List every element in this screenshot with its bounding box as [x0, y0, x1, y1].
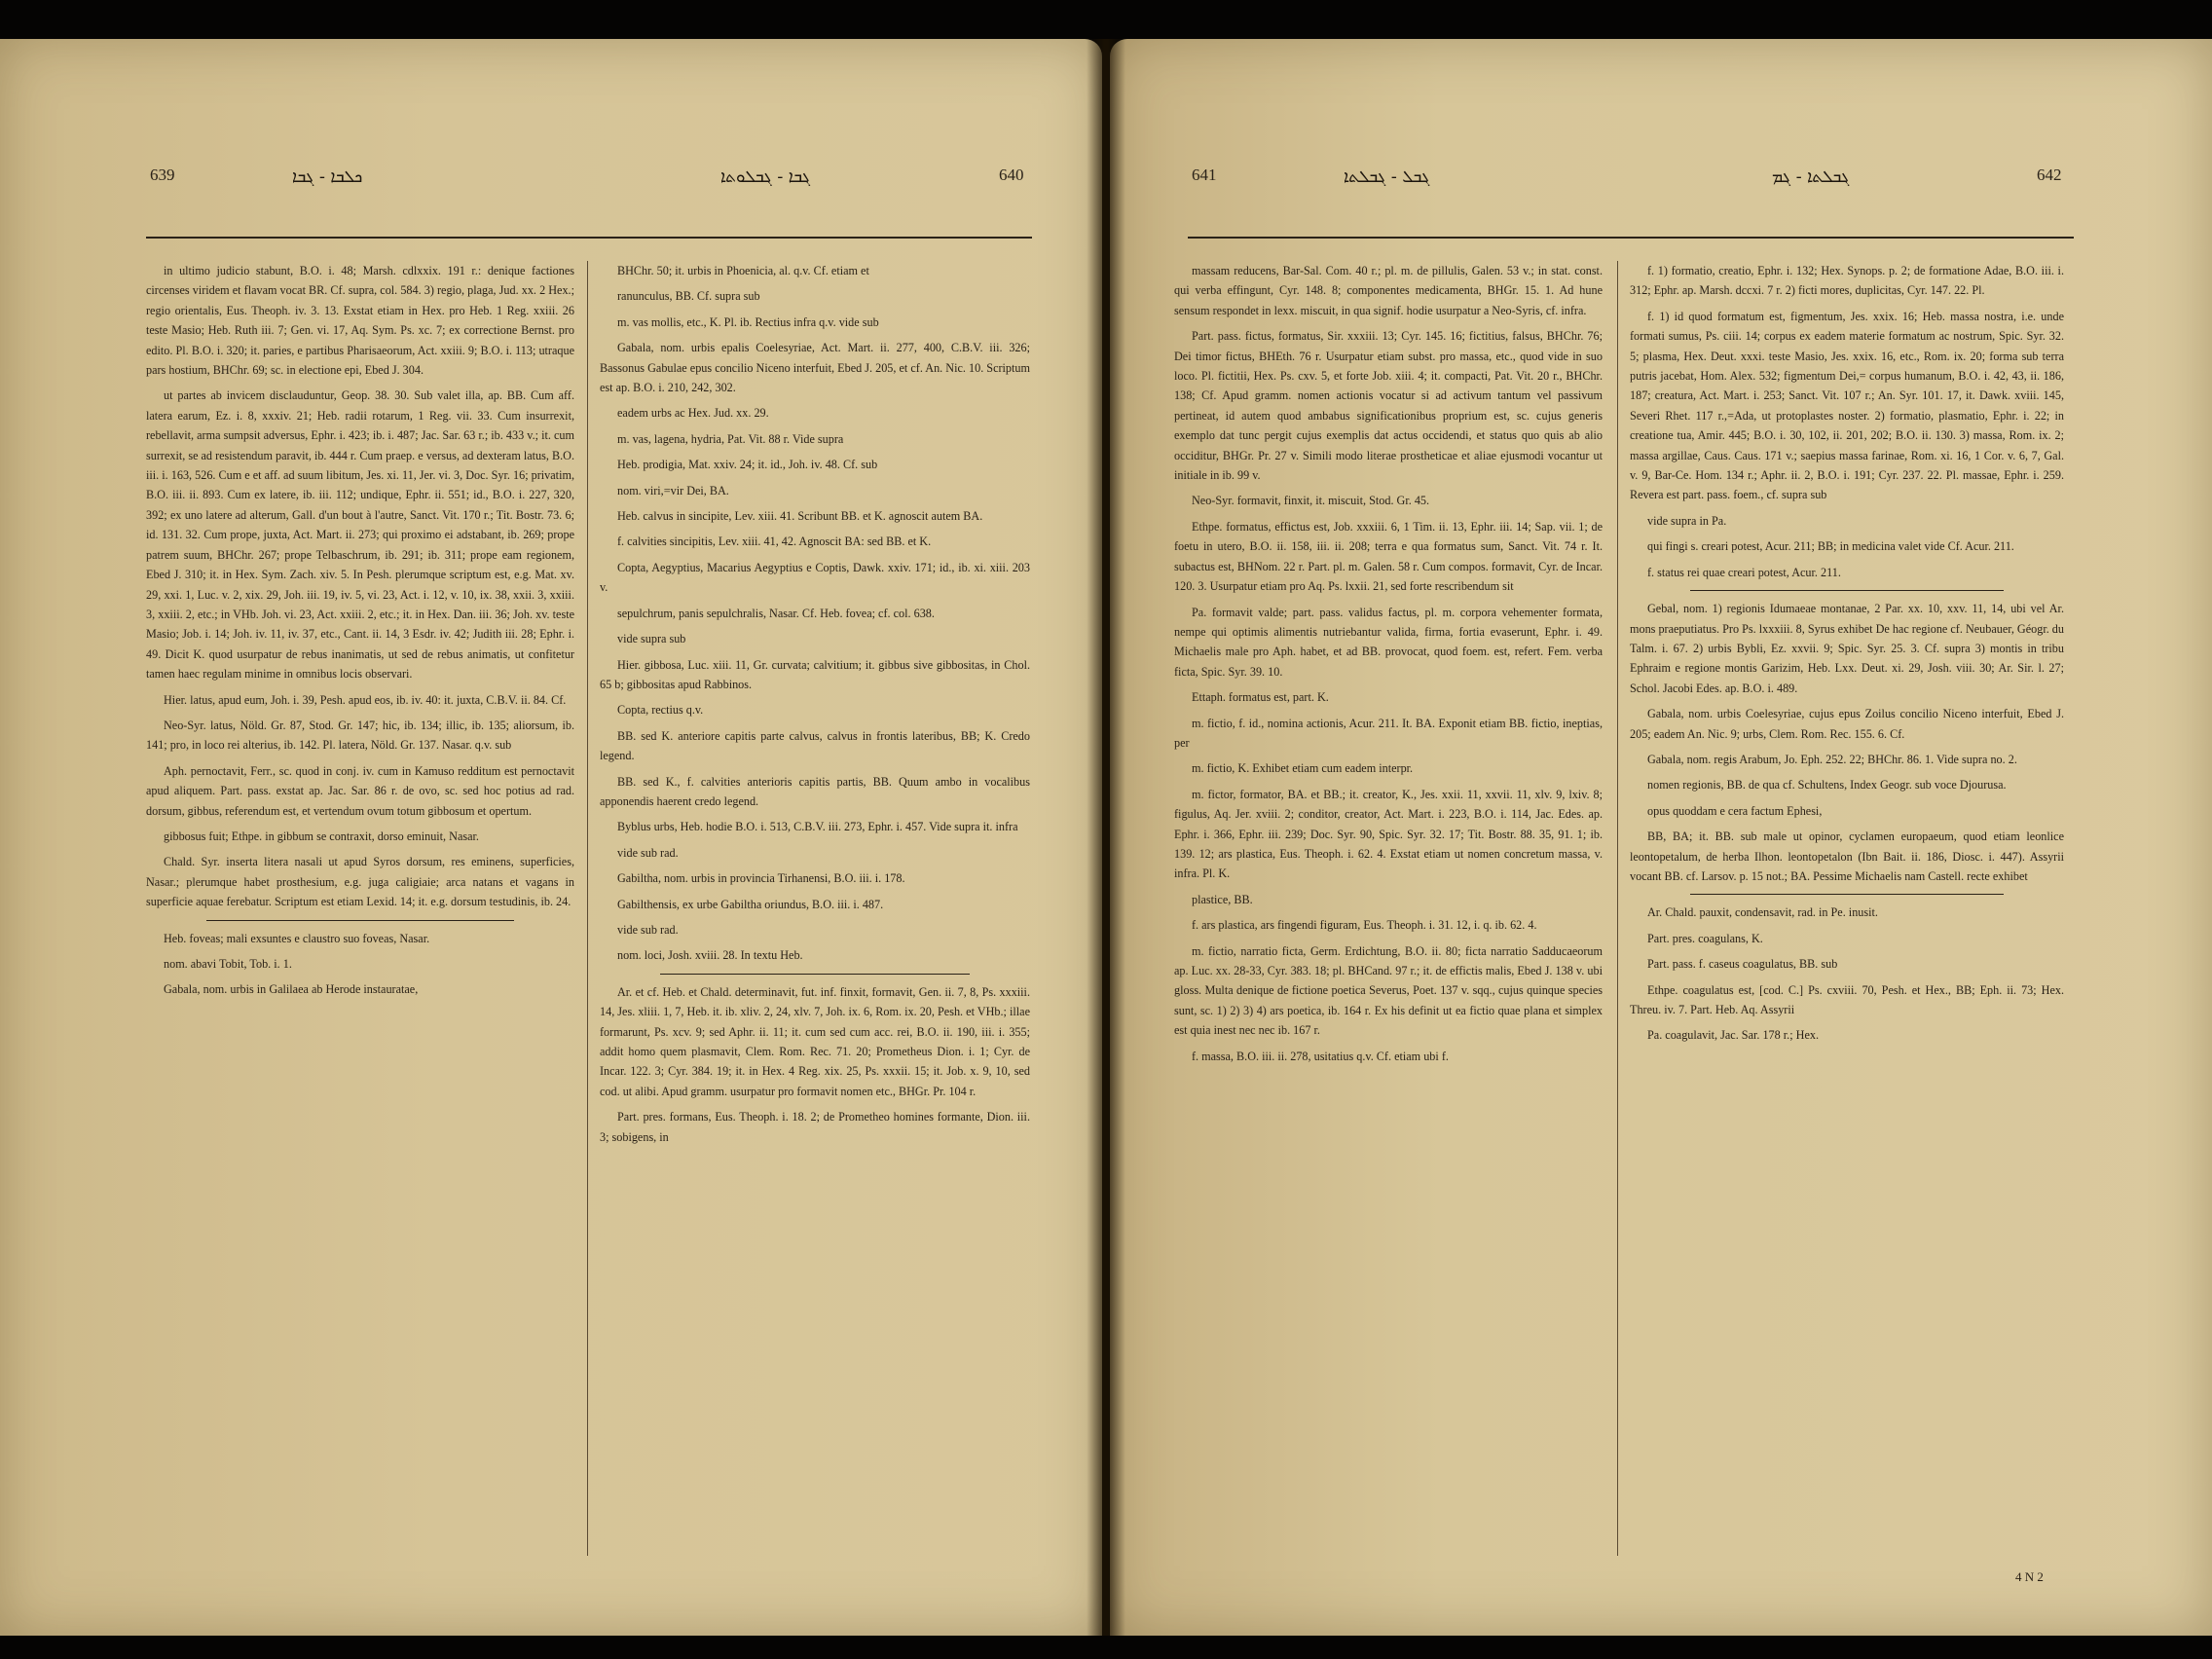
entry: Gebal, nom. 1) regionis Idumaeae montanae, 2 Par. xx. 10, xxv. 11, 14, ubi vel Ar. mons praeputiatus. Pro Ps. lxxxiii. 8, Syrus exhibet De hac regione cf. Neubauer, Géogr. du Talm. i. 67. 2) urbis Bybli, Ez. xxvii. 9; Spic. Syr. 25. 3. Cf. supra 3) montis in tribu Ephraim e regione montis Garizim, Heb. Lxx. Deut. xi. 29, Josh. viii. 30; Ar. Sir. l. 27; Schol. Jacobi Edes. ap. B.O. i. 489. — [1630, 602, 2064, 695]
running-head: ܓܒܠܬܐ - ܓܡ — [1772, 167, 1850, 187]
entry: Gabala, nom. urbis Coelesyriae, cujus epus Zoilus concilio Niceno interfuit, Ebed J. 205; eadem An. Nic. 9; urbs, Clem. Rom. Rec. 155. 6. Cf. — [1630, 707, 2064, 741]
entry: gibbosus fuit; Ethpe. in gibbum se contraxit, dorso eminuit, Nasar. — [164, 829, 479, 843]
running-head: ܟܠܒܐ - ܓܒܐ — [292, 167, 363, 187]
entry: Gabala, nom. urbis in Galilaea ab Herode instauratae, — [164, 982, 419, 997]
book-gutter — [1087, 39, 1125, 1636]
entry: Ar. Chald. pauxit, condensavit, rad. in Pe. inusit. — [1647, 905, 1878, 920]
entry: f. 1) formatio, creatio, Ephr. i. 132; Hex. Synops. p. 2; de formatione Adae, B.O. iii. i. 312; Ephr. ap. Marsh. dccxi. 7 r. 2) ficti mores, duplicitas, Cyr. 147. 22. Pl. — [1630, 264, 2064, 298]
column-640 — [600, 261, 1030, 1556]
entry: f. status rei quae creari potest, Acur. 211. — [1647, 565, 1841, 579]
entry: in ultimo judicio stabunt, B.O. i. 48; Marsh. cdlxxix. 191 r.: denique factiones circenses viridem et flavam vocat BR. Cf. supra, col. 584. 3) regio, plaga, Jud. xx. 2 Hex.; regio orientalis, Eus. Theoph. iv. 3. 13. Exstat etiam in Hex. pro Heb. 1 Reg. xxiii. 26 teste Masio; Heb. Ruth iii. 7; Gen. vi. 17, Aq. Sym. Ps. xc. 7; ex correctione Bernst. pro edito. Pl. B.O. i. 320; it. paries, e partibus Pharisaeorum, Act. xxiii. 9; B.O. i. 113; utraque pars hostium, BHChr. 69; sc. in electione epi, Ebed J. 304. — [146, 264, 574, 378]
page-header-640 — [0, 166, 1102, 204]
entry: m. fictio, K. Exhibet etiam cum eadem interpr. — [1192, 761, 1414, 776]
entry: BB, BA; it. BB. sub male ut opinor, cyclamen europaeum, quod etiam leonlice leontopetalum, de herba Ilhon. leontopetalon (Ibn Bait. ii. 186, Diosc. i. 447). Assyrii vocant BB. cf. Larsov. p. 15 not.; BA. Pessime Michaelis nam Castell. recte exhibet — [1630, 830, 2064, 883]
entry: vide supra in Pa. — [1647, 513, 1727, 528]
entry: Copta, Aegyptius, Macarius Aegyptius e Coptis, Dawk. xxiv. 171; id., ib. xi. xiii. 203 v. — [600, 560, 1030, 595]
entry: nomen regionis, BB. de qua cf. Schultens, Index Geogr. sub voce Djourusa. — [1647, 778, 2007, 793]
entry: BB. sed K. anteriore capitis parte calvus, calvus in frontis lateribus, BB; K. Credo legend. — [600, 728, 1030, 763]
header-rule — [1188, 237, 2074, 239]
entry: f. ars plastica, ars fingendi figuram, Eus. Theoph. i. 31. 12, i. q. ib. 62. 4. — [1192, 918, 1537, 933]
entry: Heb. prodigia, Mat. xxiv. 24; it. id., Joh. iv. 48. Cf. sub — [617, 458, 878, 472]
entry-divider — [1690, 894, 2003, 895]
entry: vide sub rad. — [617, 922, 679, 937]
signature-mark: 4 N 2 — [2015, 1569, 2044, 1584]
entry: Ethpe. formatus, effictus est, Job. xxxiii. 6, 1 Tim. ii. 13, Ephr. iii. 14; Sap. vii. 1; de foetu in utero, B.O. ii. 158, iii. ii. 208; terra e qua formatus sum, Sanct. Vit. 74 r. It. subactus est, BHNom. 22 r. Part. pl. m. Galen. 58 r. Cum compos. formavit, Cyr. de Incar. 120. 3. Usurpatur etiam pro Aq. Ps. lxxii. 21, sed forte rescribendum sit — [1174, 519, 1603, 594]
entry: vide sub rad. — [617, 845, 679, 860]
entry: Part. pass. f. caseus coagulatus, BB. sub — [1647, 957, 1838, 972]
entry: Part. pres. coagulans, K. — [1647, 931, 1763, 945]
page-header-642 — [1110, 166, 2212, 204]
entry: Ettaph. formatus est, part. K. — [1192, 690, 1329, 705]
right-page — [1110, 39, 2212, 1636]
entry: massam reducens, Bar-Sal. Com. 40 r.; pl. m. de pillulis, Galen. 53 v.; in stat. const. qui verba effingunt, Cyr. 148. 8; componentes medicamenta, BHGr. 15. 1. Ad hune sensum respondet in lexx. miscuit, in qua signif. hodie usurpatur a Neo-Syris, cf. infra. — [1174, 264, 1603, 317]
entry: Gabiltha, nom. urbis in provincia Tirhanensi, B.O. iii. i. 178. — [617, 871, 905, 886]
entry: Neo-Syr. latus, Nöld. Gr. 87, Stod. Gr. 147; hic, ib. 134; illic, ib. 135; aliorsum, ib. 141; pro, in loco rei alterius, ib. 142. Pl. latera, Nöld. Gr. 137. Nasar. q.v. sub — [146, 718, 574, 753]
entry: Gabilthensis, ex urbe Gabiltha oriundus, B.O. iii. i. 487. — [617, 897, 884, 911]
entry: BHChr. 50; it. urbis in Phoenicia, al. q.v. Cf. etiam et — [617, 264, 869, 277]
entry-divider — [1690, 590, 2003, 591]
entry: opus quoddam e cera factum Ephesi, — [1647, 803, 1823, 818]
entry: Ethpe. coagulatus est, [cod. C.] Ps. cxviii. 70, Pesh. et Hex., BB; Eph. ii. 73; Hex. Threu. iv. 7. Part. Heb. Aq. Assyrii — [1630, 982, 2064, 1016]
entry: qui fingi s. creari potest, Acur. 211; BB; in medicina valet vide Cf. Acur. 211. — [1647, 539, 2014, 554]
entry: m. vas mollis, etc., K. Pl. ib. Rectius infra q.v. vide sub — [617, 314, 879, 329]
column-642 — [1630, 261, 2064, 1556]
entry: BB. sed K., f. calvities anterioris capitis partis, BB. Quum ambo in vocalibus apponendis haerent credo legend. — [600, 774, 1030, 808]
entry: m. fictor, formator, BA. et BB.; it. creator, K., Jes. xxii. 11, xxvii. 11, xlv. 9, lxiv. 8; figulus, Aq. Jer. xviii. 2; conditor, creator, Act. Mart. i. 223, B.O. i. 114, Jac. Edes. ap. Ephr. i. 366, Ephr. iii. 239; Doc. Syr. 90, Spic. Syr. 32. 17; Tit. Bostr. 88. 35, 91. 1; ib. 139. 12; ars plastica, Eus. Theoph. i. 62. 4. Exstat etiam ut nomen concretum massa, v. infra. Pl. K. — [1174, 787, 1603, 881]
entry: nom. loci, Josh. xviii. 28. In textu Heb. — [617, 948, 803, 963]
entry: nom. abavi Tobit, Tob. i. 1. — [164, 957, 292, 971]
column-separator — [587, 261, 588, 1556]
column-639 — [146, 261, 574, 1556]
entry: Gabala, nom. regis Arabum, Jo. Eph. 252. 22; BHChr. 86. 1. Vide supra no. 2. — [1647, 752, 2017, 766]
header-rule — [146, 237, 1032, 239]
entry: vide supra sub — [617, 632, 686, 646]
page-number: 640 — [999, 166, 1024, 184]
entry: sepulchrum, panis sepulchralis, Nasar. Cf. Heb. fovea; cf. col. 638. — [617, 606, 935, 620]
running-head: ܓܒܠ - ܓܒܠܬܐ — [1344, 167, 1430, 187]
entry: Aph. pernoctavit, Ferr., sc. quod in conj. iv. cum in Kamuso redditum est pernoctavit apud aliquem. Part. pass. exstat ap. Jac. Sar. 86 r. de ovo, sc. sed hoc potius ad rad. dorsum, gibbus, referendum est, et vertendum ovum totum gibbosum et opertum. — [146, 763, 574, 818]
entry: Ar. et cf. Heb. et Chald. determinavit, fut. inf. finxit, formavit, Gen. ii. 7, 8, Ps. xxxiii. 14, Jes. xliii. 1, 7, Heb. it. ib. xliv. 2, 24, xlv. 7, Joh. ix. 6, Rom. ix. 20, Pesh. et VHb.; illae formarunt, Ps. xcv. 9; sed Aphr. ii. 11; it. cum sed cum acc. rei, B.O. ii. 190, iii. i. 355; addit homo quem plasmavit, Clem. Rom. Rec. 71. 20; Prometheus Dion. i. 1; Cyr. de Incar. 122. 3; Cyr. 384. 19; it. in Hex. 4 Reg. xix. 25, Ps. xxxii. 15; it. Job. x. 9, 10, sed cod. ut alibi. Apud gramm. usurpatur pro formavit nomen etc., BHGr. Pr. 104 r. — [600, 984, 1030, 1098]
entry: Pa. coagulavit, Jac. Sar. 178 r.; Hex. — [1647, 1028, 1820, 1043]
page-number: 641 — [1192, 166, 1217, 184]
entry: nom. viri,=vir Dei, BA. — [617, 483, 729, 498]
entry: Neo-Syr. formavit, finxit, it. miscuit, Stod. Gr. 45. — [1192, 494, 1430, 508]
entry: Part. pres. formans, Eus. Theoph. i. 18. 2; de Prometheo homines formante, Dion. iii. 3; sobigens, in — [600, 1110, 1030, 1144]
entry: eadem urbs ac Hex. Jud. xx. 29. — [617, 406, 769, 421]
entry: m. vas, lagena, hydria, Pat. Vit. 88 r. Vide supra — [617, 431, 844, 446]
entry: Heb. foveas; mali exsuntes e claustro suo foveas, Nasar. — [164, 931, 430, 945]
page-number: 642 — [2037, 166, 2062, 184]
column-641 — [1174, 261, 1603, 1556]
entry: f. 1) id quod formatum est, figmentum, Jes. xxix. 16; Heb. massa nostra, i.e. unde formati sumus, Ps. ciii. 14; corpus ex eadem materie formatum ac nostrum, Spic. Syr. 32. 5; plasma, Hex. Deut. xxxi. teste Masio, Jes. xxix. 16, etc., Rom. ix. 20; forma sub terra putris jacebat, Hom. Alex. 532; figmentum Dei,= corpus humanum, B.O. i. 42, 43, ii. 186, 187; creatura, Act. Mart. i. 253; Sanct. Vit. 107 r.; An. Syr. 101. 17, it. Dawk. xviii. 145, Severi Rhet. 117 r.,=Ada, ut protoplastes noster. 2) formatio, plasmatio, Ephr. i. 22; in creatione tua, Amir. 445; B.O. i. 30, 102, ii. 201, 202; B.O. ii. 130. 3) massa, Rom. ix. 2; massa argillae, Caus. Caus. 171 v.; saepius massa farinae, Rom. xi. 16, 1 Cor. v. 6, 7, Gal. v. 9, Bar-Ce. Hom. 134 r.; Aphr. ii. 2, B.O. i. 191; Cyr. 237. 22. Pl. massae, Ephr. i. 259. Revera est part. pass. foem., cf. supra sub — [1630, 309, 2064, 502]
entry: Part. pass. fictus, formatus, Sir. xxxiii. 13; Cyr. 145. 16; fictitius, falsus, BHChr. 76; Dei timor fictus, BHEth. 76 r. Usurpatur etiam subst. pro massa, etc., quod vide in suo loco. Pl. fictitii, Hex. Ps. cxv. 5, et forte Job. xiii. 4; it. compacti, Pat. Vit. 20 r., BHChr. 138; Cf. Apud gramm. nomen actionis vocatur si ad activum tantum vel passivum pertineat, id autem quod ambabus significationibus proprium est, sc. cujus generis exemplo dat tunc pergit cujus exemplis dat actus occidendi, et status quo quis ab alio occiditur, BHGr. Pr. 27 v. Simili modo literae prostheticae et aliae ejusmodi vocantur ut initiale in ib. 99 v. — [1174, 329, 1603, 483]
entry: f. massa, B.O. iii. ii. 278, usitatius q.v. Cf. etiam ubi f. — [1192, 1049, 1449, 1063]
entry-divider — [206, 920, 515, 921]
running-head: ܓܒܐ - ܓܒܠܘܬܐ — [720, 167, 811, 187]
entry: m. fictio, narratio ficta, Germ. Erdichtung, B.O. ii. 80; ficta narratio Sadducaeorum ap. Luc. xx. 28-33, Cyr. 383. 18; pl. BHCand. 97 r.; it. de effictis malis, Ebed J. 138 v. ubi gloss. Multa denique de fictione poetica Severus, Poet. 137 v. sqq., cujus quinque species sunt, sc. 1) 2) 3) 4) ars poetica, ib. 164 r. Ex his definit ut ea fictio quae plana et simplex est quia inest nec nec ib. 167 r. — [1174, 943, 1603, 1038]
page-number: 639 — [150, 166, 175, 184]
entry-divider — [660, 974, 970, 975]
column-separator — [1617, 261, 1618, 1556]
entry: ut partes ab invicem disclauduntur, Geop. 38. 30. Sub valet illa, ap. BB. Cum aff. latera earum, Ez. i. 8, xxxiv. 21; Heb. radii rotarum, 1 Reg. vii. 33. Cum insurrexit, rebellavit, arma sumpsit adversus, Ephr. i. 423; ib. i. 487; Jac. Sar. 63 r.; ib. 433 v.; it. cum surrexit, se ad resistendum paravit, ib. 444 r. Cum praep. e versus, ad dexteram latus, B.O. iii. i. 163, 526. Cum e et aff. ad suum libitum, Jes. xi. 11, Jer. vi. 3, Doc. Syr. 16; privatim, B.O. iii. ii. 893. Cum ex latere, ib. iii. 112; undique, Ephr. ii. 551; id., B.O. i. 227, 320, 392; ex uno latere ad alterum, Gall. d'un bout à l'autre, Sanct. Vit. 170 r.; Tit. Bostr. 73. 6; id. 131. 32. Cum prope, juxta, Act. Mart. ii. 273; qui proximo ei adstabant, ib. 269; prope patrem suum, BHChr. 267; prope Telbaschrum, ib. 291; ib. 311; prope eam regionem, Ebed J. 310; it. in Hex. Sym. Zach. xiv. 5. In Pesh. plerumque scriptum est, e.g. Mat. xv. 29, xxi. 1, Luc. v. 2, xix. 29, Joh. iii. 19, iv. 5, vi. 23, Act. i. 12, v. 10, ix. 38, xxii. 3, xxiii. 3, xxiii. 2, etc.; in VHb. Joh. vi. 23, Act. xxiii. 2, etc.; it. in Hex. Dan. iii. 36; Joh. xv. teste Masio; Job. i. 14; Joh. iv. 11, iv. 37, etc., Cant. ii. 14, 3 Esdr. iv. 42; Judith iii. 28; Ephr. i. 49. Dicit K. quod usurpatur de rebus inanimatis, ut sed de rebus animatis, ut confitetur tamen haec regulam minime in omnibus locis observari. — [146, 388, 574, 682]
entry: Gabala, nom. urbis epalis Coelesyriae, Act. Mart. ii. 277, 400, C.B.V. iii. 326; Bassonus Gabulae epus concilio Niceno interfuit, Ebed J. 205, et cf. An. Nic. 10. Scriptum est ap. B.O. i. 210, 242, 302. — [600, 341, 1030, 395]
entry: Copta, rectius q.v. — [617, 703, 704, 718]
entry: Hier. latus, apud eum, Joh. i. 39, Pesh. apud eos, ib. iv. 40: it. juxta, C.B.V. ii. 84. Cf. — [164, 692, 567, 707]
entry: Byblus urbs, Heb. hodie B.O. i. 513, C.B.V. iii. 273, Ephr. i. 457. Vide supra it. infra — [617, 820, 1018, 834]
entry: Chald. Syr. inserta litera nasali ut apud Syros dorsum, res eminens, superficies, Nasar.; plerumque habet prosthesium, e.g. juga caligiaie; arca natans et vagans in superficie aquae ferebatur. Scriptum est etiam Lexid. 14; it. e.g. dorsum testudinis, ib. 24. — [146, 855, 574, 909]
entry: f. calvities sincipitis, Lev. xiii. 41, 42. Agnoscit BA: sed BB. et K. — [617, 535, 932, 549]
entry: Heb. calvus in sincipite, Lev. xiii. 41. Scribunt BB. et K. agnoscit autem BA. — [617, 509, 983, 524]
entry: Pa. formavit valde; part. pass. validus factus, pl. m. corpora vehementer formata, nempe qui optimis alimentis nutriebantur valida, firma, fortia evaserunt, Ephr. i. 49. Michaelis male pro Aph. habet, et ad BB. provocat, quod foem. est, refert. Fem. verba ficta, Spic. Syr. 39. 10. — [1174, 605, 1603, 679]
entry: m. fictio, f. id., nomina actionis, Acur. 211. It. BA. Exponit etiam BB. fictio, ineptias, per — [1174, 716, 1603, 750]
entry: Hier. gibbosa, Luc. xiii. 11, Gr. curvata; calvitium; it. gibbus sive gibbositas, in Chol. 65 b; gibbositas apud Rabbinos. — [600, 657, 1030, 691]
left-page — [0, 39, 1102, 1636]
entry: plastice, BB. — [1192, 892, 1253, 906]
entry: ranunculus, BB. Cf. supra sub — [617, 289, 760, 304]
